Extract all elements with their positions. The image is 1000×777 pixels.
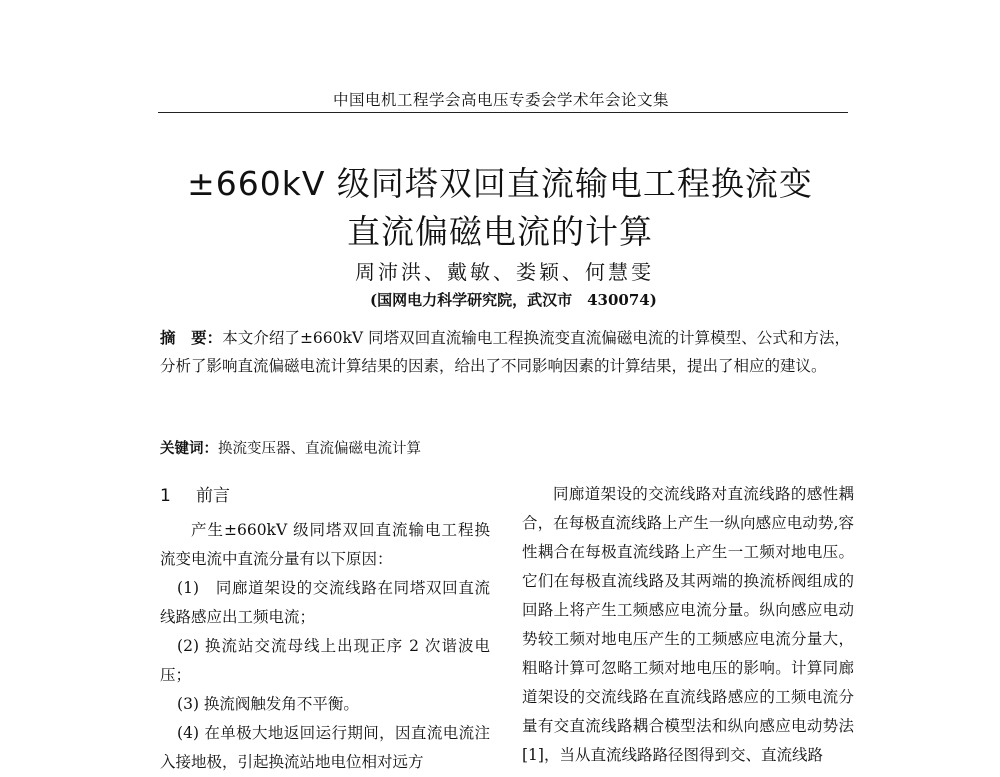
section-number: 1 [160,486,171,506]
abstract-text: 本文介绍了±660kV 同塔双回直流输电工程换流变直流偏磁电流的计算模型、公式和方法，分析了影响直流偏磁电流计算结果的因素，给出了不同影响因素的计算结果，提出了相应的建议。 [160,329,850,375]
journal-header [158,86,848,113]
intro-paragraph: 产生±660kV 级同塔双回直流输电工程换流变电流中直流分量有以下原因： [160,521,490,568]
keywords-label: 关键词： [160,440,218,457]
keywords [160,437,421,458]
cause-item-1: (1) 同廊道架设的交流线路在同塔双回直流线路感应出工频电流； [160,579,490,626]
paper-authors: 周沛洪、戴敏、娄颖、何慧雯 [355,260,654,284]
paper-title-line-2: 直流偏磁电流的计算 [347,212,653,251]
keywords-text: 换流变压器、直流偏磁电流计算 [218,441,421,457]
section-title: 前言 [196,486,230,506]
abstract-label: 摘 要： [160,328,223,347]
journal-header-text: 中国电机工程学会高电压专委会学术年会论文集 [333,91,670,109]
body-paragraph: 同廊道架设的交流线路对直流线路的感性耦合，在每极直流线路上产生一纵向感应电动势,容性耦合在每极直流线路上产生一工频对地电压。它们在每极直流线路及其两端的换流桥阀组成的回路上将产生工频感应电流分量。纵向感应电动势较工频对地电压产生的工频感应电流分量大，粗略计算可忽略工频对地电压的影响。计算同廊道架设的交流线路在直流线路感应的工频电流分量有交直流线路耦合模型法和纵向感应电动势法[1]，当从直流线路路径图得到交、直流线路 [522,485,854,764]
paper-affiliation: (国网电力科学研究院，武汉市 430074) [370,291,657,309]
cause-item-3: (3) 换流阀触发角不平衡。 [177,695,359,713]
left-column [160,480,490,777]
section-heading [160,480,490,510]
cause-item-2: (2) 换流站交流母线上出现正序 2 次谐波电压； [160,637,490,684]
cause-item-4: (4) 在单极大地返回运行期间，因直流电流注入接地极，引起换流站地电位相对远方 [160,724,490,771]
abstract [160,324,850,380]
paper-title-line-1: ±660kV 级同塔双回直流输电工程换流变 [187,164,813,203]
right-column [522,480,854,770]
